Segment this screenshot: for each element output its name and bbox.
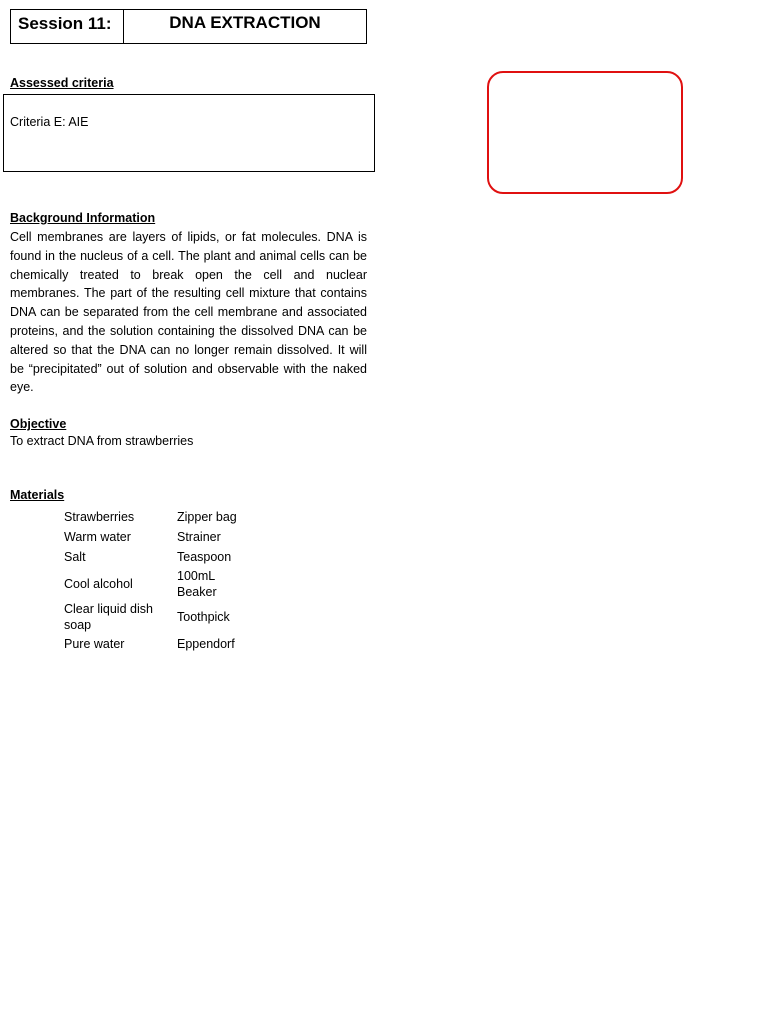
materials-row [64, 507, 247, 527]
criteria-box [3, 94, 375, 172]
materials-heading: Materials [10, 488, 65, 502]
material-item: Teaspoon [177, 550, 232, 564]
objective-text: To extract DNA from strawberries [10, 434, 194, 448]
session-number: Session 11: [11, 10, 124, 43]
session-header-table [10, 9, 367, 44]
material-item: Clear liquid dish soap [64, 602, 153, 632]
material-item: Zipper bag [177, 510, 237, 524]
material-item: Strainer [177, 530, 221, 544]
material-item: Strawberries [64, 510, 135, 524]
objective-heading: Objective [10, 417, 67, 431]
assessed-criteria-heading: Assessed criteria [10, 76, 114, 90]
materials-row [64, 547, 247, 567]
material-item: Toothpick [177, 610, 230, 624]
material-item: Warm water [64, 530, 131, 544]
session-title: DNA EXTRACTION [169, 13, 321, 32]
background-paragraph: Cell membranes are layers of lipids, or fat molecules. DNA is found in the nucleus of a cell. The plant and animal cells can be chemically treated to break open the cell and nuclear membranes. The part of the resulting cell mixture that contains DNA can be separated from the cell membrane and associated proteins, and the solution containing the dissolved DNA can be altered so that the DNA can no longer remain dissolved. It will be “precipitated” out of solution and observable with the naked eye. [10, 230, 367, 395]
materials-row [64, 633, 247, 655]
material-item: Pure water [64, 637, 125, 651]
background-heading: Background Information [10, 211, 156, 225]
materials-row [64, 601, 247, 633]
materials-row [64, 567, 247, 601]
materials-list [64, 507, 247, 655]
material-item: Eppendorf [177, 637, 235, 651]
criteria-text: Criteria E: AIE [10, 115, 89, 129]
red-rounded-box [487, 71, 683, 194]
material-item: Cool alcohol [64, 577, 133, 591]
materials-row [64, 527, 247, 547]
material-item: Salt [64, 550, 86, 564]
material-item: 100mL Beaker [177, 569, 217, 599]
